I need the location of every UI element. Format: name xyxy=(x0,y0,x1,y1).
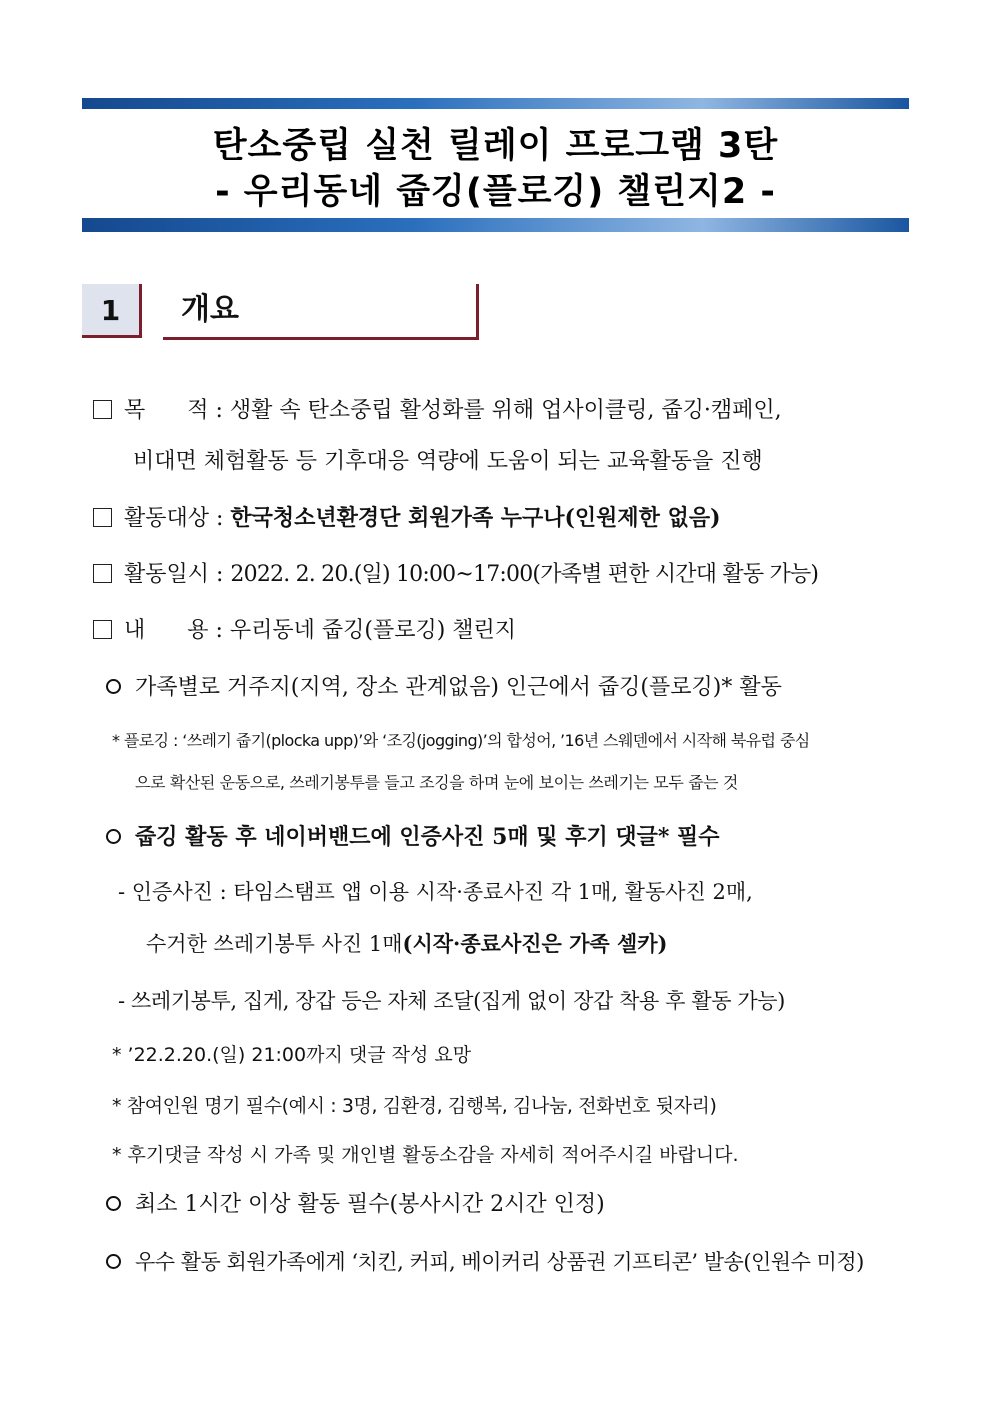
target-text: 한국청소년환경단 회원가족 누구나(인원제한 없음) xyxy=(230,505,721,531)
target-label: 활동대상 xyxy=(124,506,210,531)
purpose-label: 목 적 xyxy=(124,398,209,423)
checkbox-square-icon xyxy=(93,620,112,639)
date-label: 활동일시 xyxy=(124,562,210,587)
purpose-continuation: 비대면 체험활동 등 기후대응 역량에 도움이 되는 교육활동을 진행 xyxy=(133,449,763,474)
deadline-note: * ’22.2.20.(일) 21:00까지 댓글 작성 요망 xyxy=(112,1044,472,1066)
plogging-note-line1: * 플로깅 : ‘쓰레기 줍기(plocka upp)’와 ‘조깅(jogging)’의 합성어, ’16년 스웨덴에서 시작해 북유럽 중심 xyxy=(112,731,810,750)
plogging-note-line2: 으로 확산된 운동으로, 쓰레기봉투를 들고 조깅을 하며 눈에 보이는 쓰레기는 모두 줍는 것 xyxy=(135,773,738,792)
content-row: 내 용 : 우리동네 줍깅(플로깅) 챌린지 xyxy=(93,613,516,644)
circle-bullet-icon xyxy=(106,1254,121,1269)
detail-item-4: 우수 활동 회원가족에게 ‘치킨, 커피, 베이커리 상품권 기프티콘’ 발송(인원수 미정) xyxy=(106,1246,864,1276)
circle-bullet-icon xyxy=(106,1196,121,1211)
detail-item-3: 최소 1시간 이상 활동 필수(봉사시간 2시간 인정) xyxy=(106,1187,605,1218)
page-subtitle: - 우리동네 줍깅(플로깅) 챌린지2 - xyxy=(215,172,776,212)
target-row: 활동대상 : 한국청소년환경단 회원가족 누구나(인원제한 없음) xyxy=(93,501,721,532)
section-title: 개요 xyxy=(163,284,479,340)
title-bar-top xyxy=(82,98,909,109)
circle-bullet-icon xyxy=(106,679,121,694)
supplies-note: - 쓰레기봉투, 집게, 장갑 등은 자체 조달(집게 없이 장갑 착용 후 활동 가능) xyxy=(118,989,785,1013)
page-title: 탄소중립 실천 릴레이 프로그램 3탄 xyxy=(212,126,779,166)
photo-requirement-line1: - 인증사진 : 타임스탬프 앱 이용 시작·종료사진 각 1매, 활동사진 2매, xyxy=(118,880,753,904)
date-text: 2022. 2. 20.(일) 10:00~17:00(가족별 편한 시간대 활동 가능) xyxy=(230,562,819,587)
section-number: 1 xyxy=(82,284,142,338)
content-label: 내 용 xyxy=(124,618,209,643)
checkbox-square-icon xyxy=(93,508,112,527)
checkbox-square-icon xyxy=(93,400,112,419)
detail-item-2: 줍깅 활동 후 네이버밴드에 인증사진 5매 및 후기 댓글* 필수 xyxy=(106,820,720,851)
review-note: * 후기댓글 작성 시 가족 및 개인별 활동소감을 자세히 적어주시길 바랍니다. xyxy=(112,1144,739,1166)
purpose-text: 생활 속 탄소중립 활성화를 위해 업사이클링, 줍깅·캠페인, xyxy=(229,398,782,423)
detail-item-1: 가족별로 거주지(지역, 장소 관계없음) 인근에서 줍깅(플로깅)* 활동 xyxy=(106,670,782,701)
photo-requirement-line2: 수거한 쓰레기봉투 사진 1매(시작·종료사진은 가족 셀카) xyxy=(146,931,668,956)
title-bar-bottom xyxy=(82,218,909,232)
date-row: 활동일시 : 2022. 2. 20.(일) 10:00~17:00(가족별 편한 시간대 활동 가능) xyxy=(93,557,818,588)
purpose-row: 목 적 : 생활 속 탄소중립 활성화를 위해 업사이클링, 줍깅·캠페인, xyxy=(93,393,782,424)
participants-note: * 참여인원 명기 필수(예시 : 3명, 김환경, 김행복, 김나눔, 전화번호 뒷자리) xyxy=(112,1095,717,1117)
title-banner xyxy=(82,98,909,232)
circle-bullet-icon xyxy=(106,829,121,844)
checkbox-square-icon xyxy=(93,564,112,583)
content-text: 우리동네 줍깅(플로깅) 챌린지 xyxy=(229,618,517,643)
